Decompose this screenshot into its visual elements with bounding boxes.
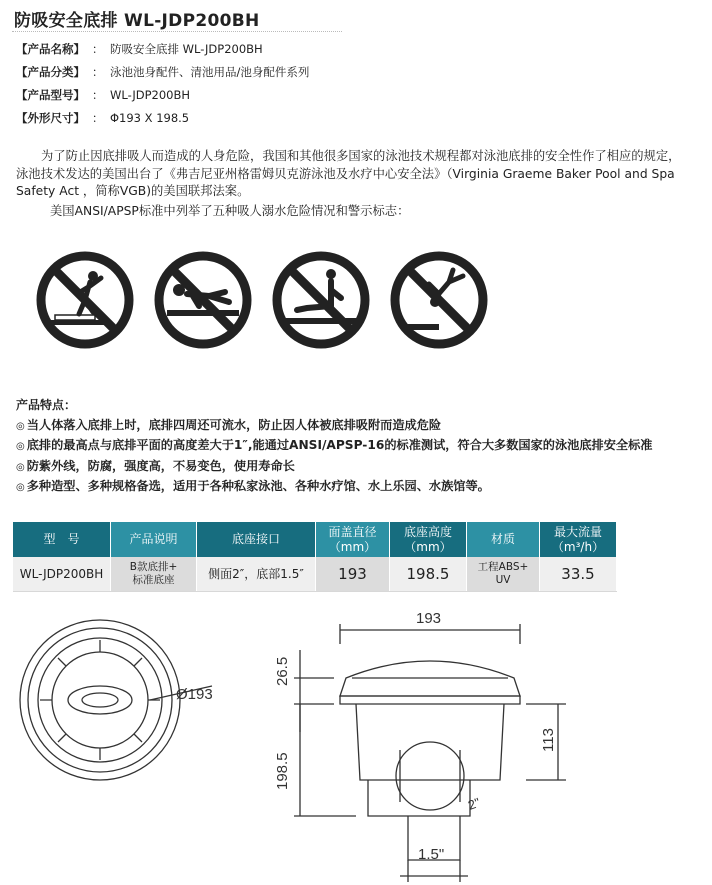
table-header: 产品说明 bbox=[111, 522, 197, 557]
no-entrapment-standing-icon bbox=[41, 256, 129, 344]
table-header: 面盖直径 （mm） bbox=[316, 522, 390, 557]
table-header: 型 号 bbox=[13, 522, 111, 557]
cell-model: WL-JDP200BH bbox=[13, 557, 111, 592]
spec-key: 【外形尺寸】 bbox=[16, 111, 85, 125]
features-heading: 产品特点： bbox=[16, 398, 77, 412]
spec-colon: ： bbox=[92, 88, 104, 102]
cell-desc: B款底排+ 标准底座 bbox=[111, 557, 197, 592]
product-features bbox=[16, 396, 706, 498]
feature-item: ◎ 当人体落入底排上时，底排四周还可流水，防止因人体被底排吸附而造成危险 bbox=[16, 417, 442, 432]
intro-standard-line: 美国ANSI/APSP标准中列举了五种吸人溺水危险情况和警示标志： bbox=[50, 204, 410, 218]
spec-colon: ： bbox=[92, 42, 104, 56]
page-title: 防吸安全底排 WL-JDP200BH bbox=[14, 11, 260, 31]
feature-item: ◎ 底排的最高点与底排平面的高度差大于1″,能通过ANSI/APSP-16的标准测试，符合大多数国家的泳池底排安全标准 bbox=[16, 438, 653, 452]
side-height-label: 113 bbox=[540, 728, 557, 752]
table-header: 底座高度 （mm） bbox=[390, 522, 467, 557]
bullet-icon: ◎ bbox=[16, 441, 25, 452]
spec-colon: ： bbox=[92, 111, 104, 125]
intro-paragraph: 为了防止因底排吸人而造成的人身危险，我国和其他很多国家的泳池技术规程都对泳池底排的安全性作了相应的规定，泳池技术发达的美国出台了《弗吉尼亚州格雷姆贝克游泳池及水疗中心安全法》（Virginia Graeme Baker Pool and Spa Safety Act ，简称VGB)的美国联邦法案。 bbox=[16, 149, 681, 198]
spec-table bbox=[13, 522, 617, 592]
cell-base-height: 198.5 bbox=[390, 557, 467, 592]
no-entrapment-diving-icon bbox=[395, 256, 483, 344]
spec-value: 泳池池身配件、清池用品/池身配件系列 bbox=[110, 65, 310, 79]
warning-signs bbox=[30, 245, 510, 355]
feature-item: ◎ 防紫外线，防腐，强度高，不易变色，使用寿命长 bbox=[16, 458, 295, 473]
spec-row-category bbox=[16, 64, 309, 80]
bottom-port-label: 1.5" bbox=[418, 846, 445, 863]
table-header: 底座接口 bbox=[197, 522, 316, 557]
width-dim-label: 193 bbox=[416, 610, 442, 627]
spec-value: 防吸安全底排 WL-JDP200BH bbox=[110, 42, 263, 56]
spec-key: 【产品名称】 bbox=[16, 42, 85, 56]
bullet-icon: ◎ bbox=[16, 461, 25, 473]
no-entrapment-sitting-icon bbox=[277, 256, 365, 344]
side-port-label: 2" bbox=[465, 794, 483, 813]
spec-value: Φ193 X 198.5 bbox=[110, 111, 190, 125]
spec-row-name bbox=[16, 41, 263, 57]
technical-drawing bbox=[0, 600, 712, 885]
spec-key: 【产品型号】 bbox=[16, 88, 85, 102]
table-row bbox=[13, 557, 617, 592]
cell-interface: 侧面2″，底部1.5″ bbox=[197, 557, 316, 592]
spec-colon: ： bbox=[92, 65, 104, 79]
cover-height-label: 26.5 bbox=[274, 656, 291, 686]
title-divider bbox=[12, 31, 342, 32]
cell-max-flow: 33.5 bbox=[540, 557, 617, 592]
spec-row-size bbox=[16, 110, 189, 126]
base-height-label: 198.5 bbox=[274, 752, 291, 790]
cell-cover-dia: 193 bbox=[316, 557, 390, 592]
top-diameter-label: Ø193 bbox=[176, 686, 213, 703]
table-header: 最大流量 （m³/h） bbox=[540, 522, 617, 557]
spec-row-model bbox=[16, 87, 190, 103]
side-view-drawing bbox=[294, 624, 566, 882]
cell-material: 工程ABS+ UV bbox=[467, 557, 540, 592]
feature-item: ◎ 多种造型、多种规格备选，适用于各种私家泳池、各种水疗馆、水上乐园、水族馆等。 bbox=[16, 479, 490, 493]
table-header: 材质 bbox=[467, 522, 540, 557]
spec-key: 【产品分类】 bbox=[16, 65, 85, 79]
no-entrapment-lying-icon bbox=[159, 256, 247, 344]
bullet-icon: ◎ bbox=[16, 482, 25, 493]
table-header-row bbox=[13, 522, 617, 557]
bullet-icon: ◎ bbox=[16, 420, 25, 432]
spec-value: WL-JDP200BH bbox=[110, 88, 191, 102]
